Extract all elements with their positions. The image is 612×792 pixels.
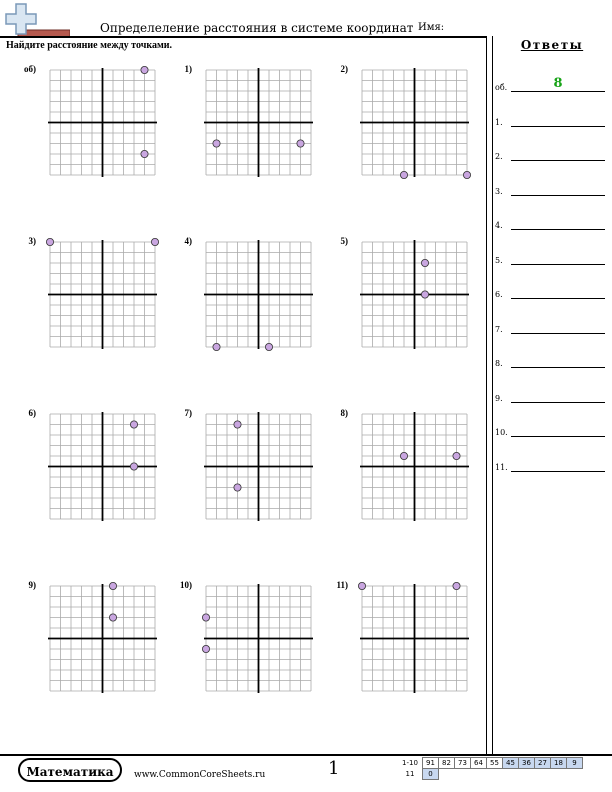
score-cell: 0 — [423, 769, 439, 780]
answer-line[interactable] — [511, 333, 605, 334]
problem-label: 8) — [340, 408, 348, 418]
score-row — [398, 758, 583, 769]
answer-row[interactable] — [495, 78, 605, 92]
answer-row[interactable] — [495, 320, 605, 334]
plot-point — [453, 582, 460, 589]
coordinate-grid — [206, 414, 311, 519]
plot-point — [453, 452, 460, 459]
score-row-label: 11 — [405, 770, 415, 778]
score-cell: 91 — [423, 758, 439, 769]
answer-label: 6. — [495, 290, 503, 299]
answer-label: об. — [495, 83, 508, 92]
answer-label: 3. — [495, 186, 503, 196]
answer-label: 11. — [495, 462, 508, 472]
score-row-label: 1-10 — [402, 759, 418, 767]
answer-line[interactable] — [511, 471, 605, 472]
score-cell: 45 — [503, 758, 519, 769]
plot-point — [213, 343, 220, 350]
problem-label: 10) — [180, 580, 192, 590]
coordinate-grid — [206, 70, 311, 175]
problem-label: 11) — [336, 580, 348, 590]
score-row — [398, 769, 583, 780]
problem-label: 1) — [184, 64, 192, 74]
problem-label: об) — [24, 64, 36, 74]
problem-label: 2) — [340, 64, 348, 74]
answer-line[interactable] — [511, 195, 605, 196]
plot-point — [130, 421, 137, 428]
page-number: 1 — [328, 758, 340, 779]
answer-line[interactable] — [511, 367, 605, 368]
score-cell: 18 — [551, 758, 567, 769]
score-cell: 55 — [487, 758, 503, 769]
score-cell: 9 — [567, 758, 583, 769]
plot-point — [213, 140, 220, 147]
site-url: www.CommonCoreSheets.ru — [134, 770, 266, 780]
plot-point — [202, 645, 209, 652]
plot-point — [358, 582, 365, 589]
plot-point — [151, 238, 158, 245]
score-cell: 64 — [471, 758, 487, 769]
plot-point — [297, 140, 304, 147]
answer-row[interactable] — [495, 354, 605, 368]
answer-row[interactable] — [495, 113, 605, 127]
name-label: Имя: — [418, 22, 445, 33]
coordinate-grid — [206, 242, 311, 347]
column-divider — [486, 36, 493, 754]
page-title: Определеление расстояния в системе координат — [100, 21, 414, 35]
answer-line[interactable] — [511, 298, 605, 299]
coordinate-grid — [362, 242, 467, 347]
answer-line[interactable] — [511, 402, 605, 403]
answer-line[interactable] — [511, 160, 605, 161]
plot-point — [234, 421, 241, 428]
answer-label: 10. — [495, 428, 508, 437]
plot-point — [421, 259, 428, 266]
answer-label: 2. — [495, 152, 503, 161]
problem-label: 5) — [340, 236, 348, 246]
answer-line[interactable] — [511, 229, 605, 230]
plot-point — [109, 614, 116, 621]
coordinate-grid — [50, 586, 155, 691]
coordinate-grid — [50, 242, 155, 347]
answer-row[interactable] — [495, 458, 605, 472]
plot-point — [109, 582, 116, 589]
answer-label: 5. — [495, 255, 503, 265]
answer-label: 4. — [495, 221, 503, 230]
answer-row[interactable] — [495, 251, 605, 265]
instructions: Найдите расстояние между точками. — [6, 40, 173, 51]
answer-row[interactable] — [495, 216, 605, 230]
plot-point — [463, 171, 470, 178]
coordinate-grid — [362, 70, 467, 175]
problem-label: 7) — [184, 408, 192, 418]
plot-point — [46, 238, 53, 245]
coordinate-grid — [362, 586, 467, 691]
answer-line[interactable] — [511, 264, 605, 265]
answer-label: 9. — [495, 393, 503, 403]
answer-label: 1. — [495, 117, 503, 127]
score-cell: 82 — [439, 758, 455, 769]
score-cell: 36 — [519, 758, 535, 769]
coordinate-grid — [50, 414, 155, 519]
plot-point — [141, 66, 148, 73]
problem-label: 4) — [184, 236, 192, 246]
answer-line[interactable] — [511, 91, 605, 92]
score-cell: 27 — [535, 758, 551, 769]
problem-label: 9) — [28, 580, 36, 590]
plot-point — [130, 463, 137, 470]
problem-label: 3) — [28, 236, 36, 246]
answer-label: 8. — [495, 359, 503, 368]
answer-row[interactable] — [495, 285, 605, 299]
coordinate-grid — [206, 586, 311, 691]
plot-point — [400, 171, 407, 178]
answer-row[interactable] — [495, 389, 605, 403]
coordinate-grid — [50, 70, 155, 175]
score-cell: 73 — [455, 758, 471, 769]
problem-label: 6) — [28, 408, 36, 418]
header-rule — [0, 36, 486, 38]
answer-row[interactable] — [495, 147, 605, 161]
answer-label: 7. — [495, 324, 503, 334]
answer-line[interactable] — [511, 126, 605, 127]
plot-point — [234, 484, 241, 491]
answer-value: 8 — [553, 76, 563, 91]
plot-point — [141, 150, 148, 157]
plot-point — [421, 291, 428, 298]
plot-point — [400, 452, 407, 459]
answers-title: Ответы — [520, 38, 584, 52]
coordinate-grid — [362, 414, 467, 519]
plot-point — [265, 343, 272, 350]
plot-point — [202, 614, 209, 621]
score-table — [398, 757, 583, 780]
answer-row[interactable] — [495, 182, 605, 196]
answer-line[interactable] — [511, 436, 605, 437]
brand-badge: Математика — [18, 758, 122, 782]
answer-row[interactable] — [495, 423, 605, 437]
footer-rule — [0, 754, 612, 756]
plus-logo-icon — [4, 2, 70, 38]
